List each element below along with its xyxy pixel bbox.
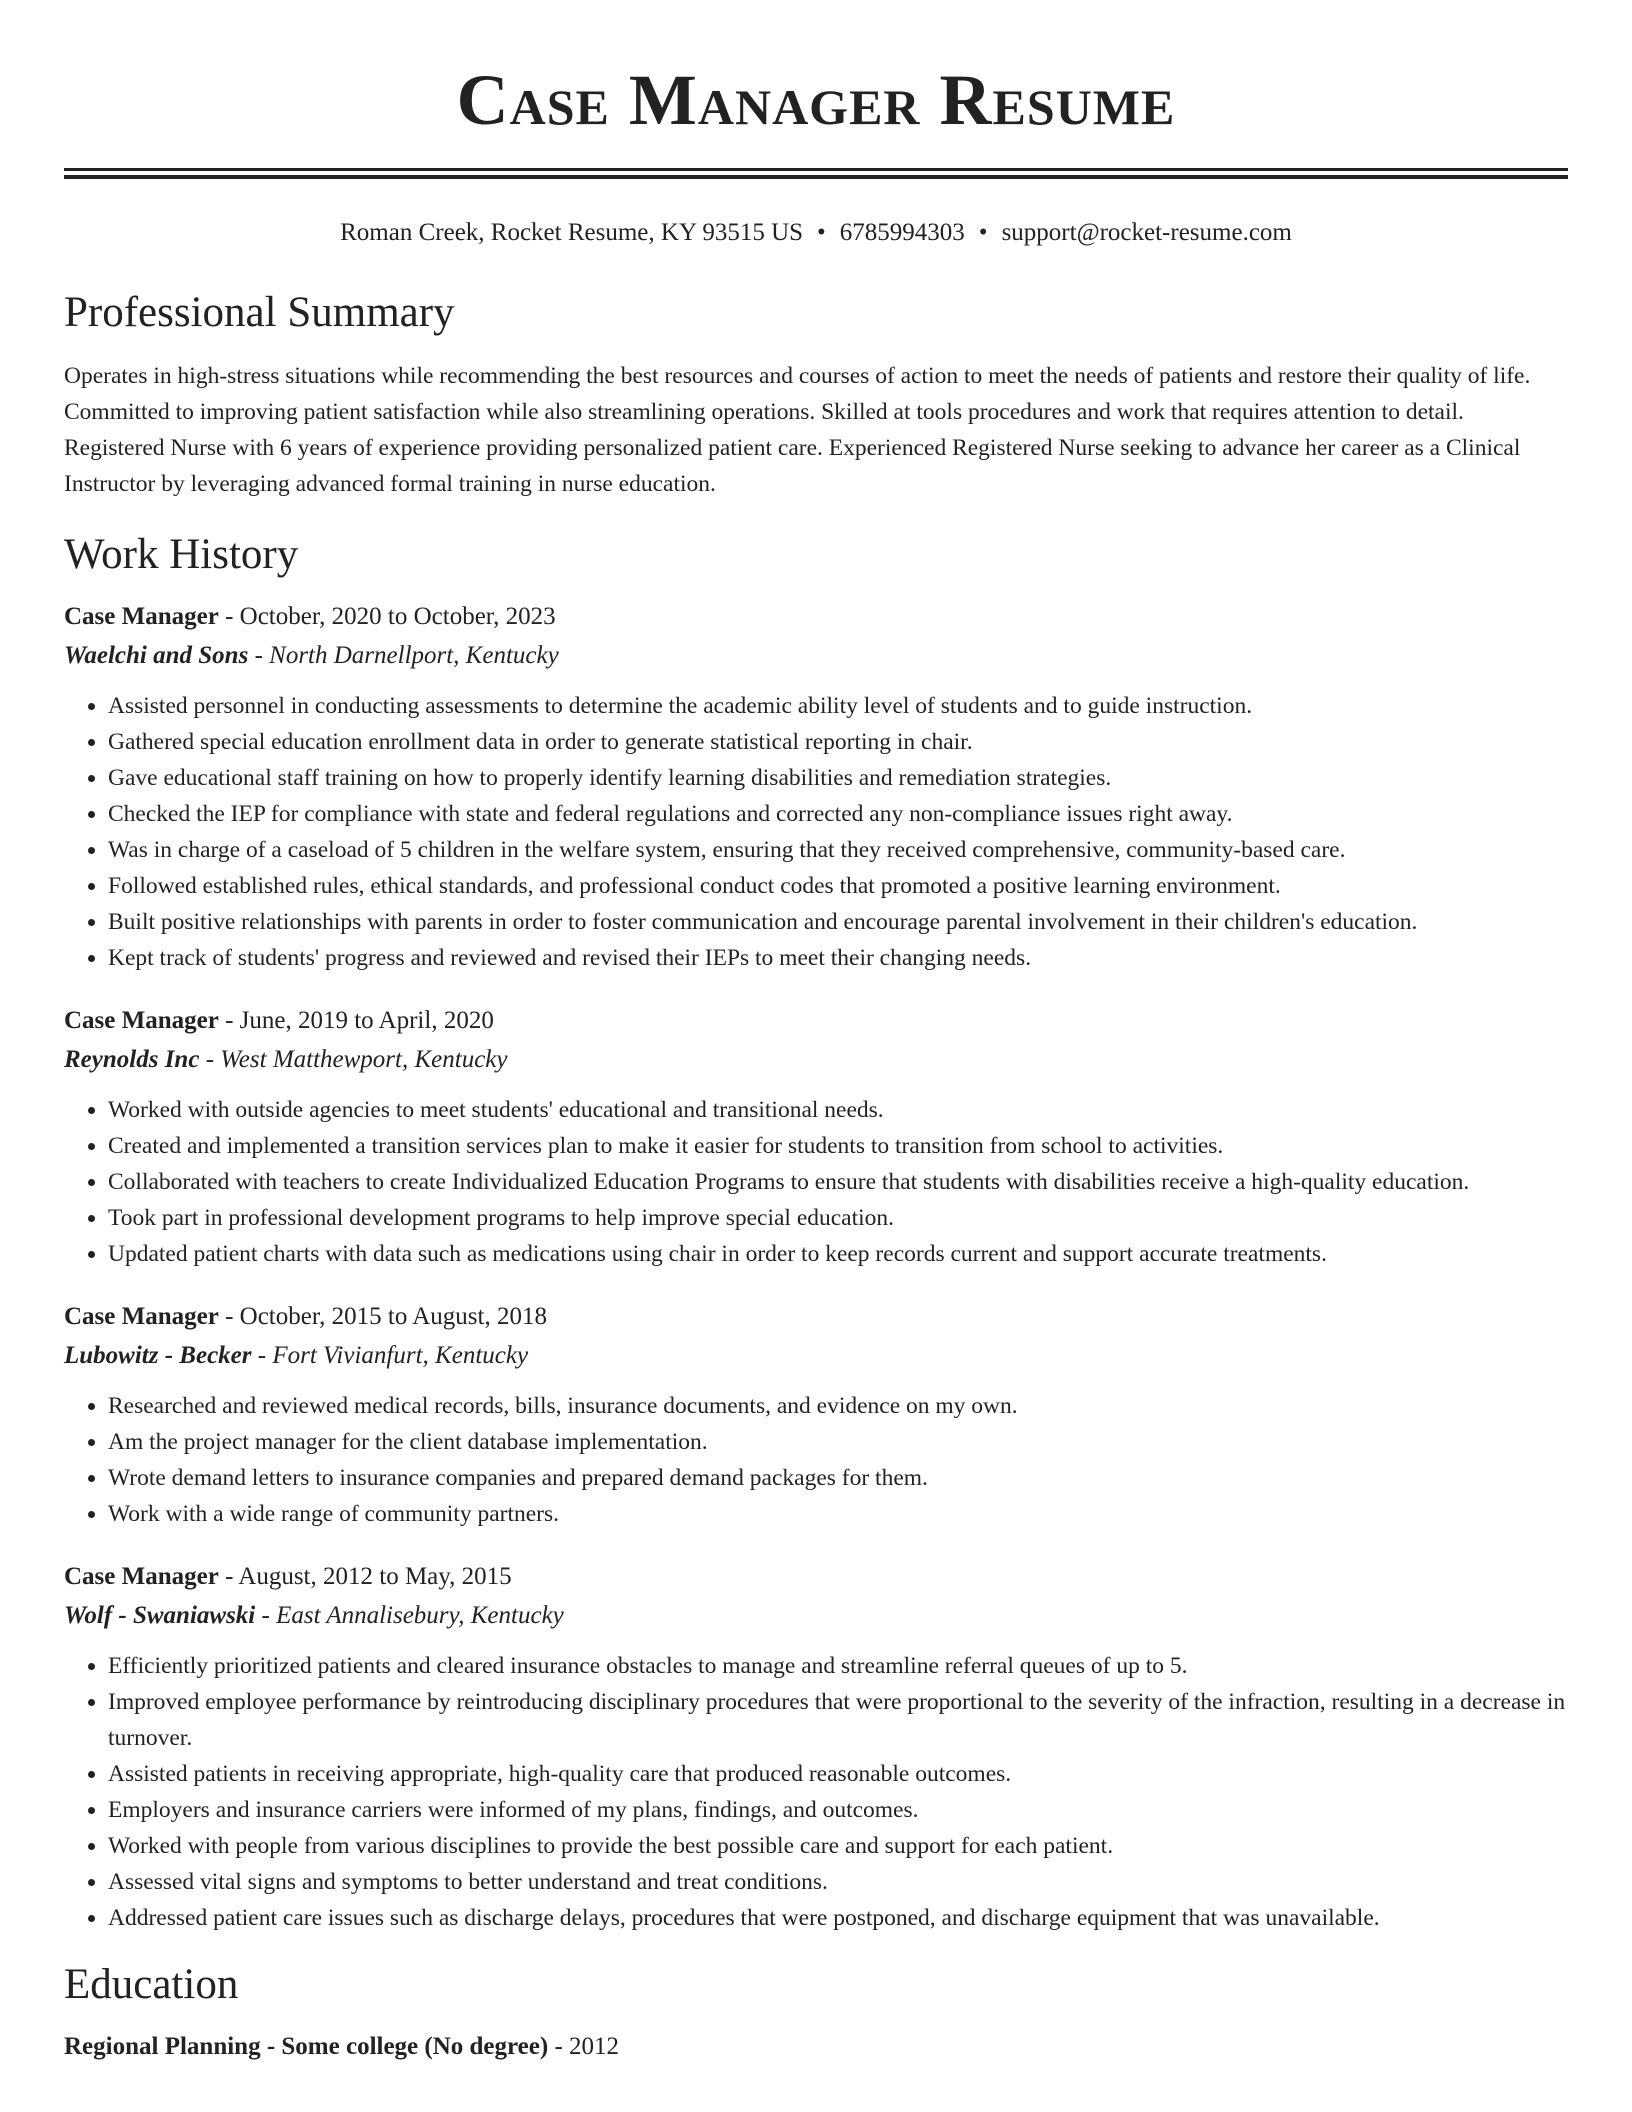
job-company: Waelchi and Sons — [64, 642, 249, 669]
summary-heading: Professional Summary — [64, 289, 455, 336]
contact-address: Roman Creek, Rocket Resume, KY 93515 US — [340, 219, 804, 246]
contact-email: support@rocket-resume.com — [1001, 219, 1292, 246]
job-dates: - October, 2015 to August, 2018 — [218, 1303, 547, 1330]
job-bullet: • Created and implemented a transition services plan to make it easier for students to transition from school to activities. — [108, 1128, 1568, 1164]
job-bullet: • Wrote demand letters to insurance companies and prepared demand packages for them. — [108, 1460, 1568, 1496]
summary-text: Operates in high-stress situations while recommending the best resources and courses of action to meet the needs of patients and restore their quality of life. Committed to improving patient satisfaction while also streamlining operations. Skilled at tools procedures and work that requires attention to detail. Registered Nurse with 6 years of experience providing personalized patient care. Experienced Registered Nurse seeking to advance her career as a Clinical Instructor by leveraging advanced formal training in nurse education. — [64, 363, 1531, 497]
job-bullet: • Kept track of students' progress and reviewed and revised their IEPs to meet their changing needs. — [108, 940, 1568, 976]
job-dates: - October, 2020 to October, 2023 — [218, 603, 556, 630]
job-entry — [64, 598, 1568, 976]
job-company: Lubowitz - Becker — [64, 1342, 252, 1369]
job-bullet: • Addressed patient care issues such as discharge delays, procedures that were postponed, and discharge equipment that was unavailable. — [108, 1900, 1568, 1936]
job-bullet: • Worked with outside agencies to meet students' educational and transitional needs. — [108, 1092, 1568, 1128]
job-bullets — [64, 688, 1568, 976]
job-location: - North Darnellport, Kentucky — [248, 642, 559, 669]
job-bullet: • Improved employee performance by reintroducing disciplinary procedures that were proportional to the severity of the infraction, resulting in a decrease in turnover. — [108, 1684, 1568, 1756]
title-divider — [64, 168, 1568, 171]
job-role: Case Manager — [64, 1303, 219, 1330]
job-bullet: • Assisted patients in receiving appropriate, high-quality care that produced reasonable outcomes. — [108, 1756, 1568, 1792]
job-location: - Fort Vivianfurt, Kentucky — [251, 1342, 529, 1369]
education-year: - 2012 — [548, 2033, 620, 2060]
job-bullet: • Work with a wide range of community partners. — [108, 1496, 1568, 1532]
job-company-line — [64, 1040, 1568, 1080]
job-bullet: • Assessed vital signs and symptoms to better understand and treat conditions. — [108, 1864, 1568, 1900]
job-company: Reynolds Inc — [64, 1046, 200, 1073]
job-title-line — [64, 1298, 1568, 1336]
job-title-line — [64, 598, 1568, 636]
contact-separator: • — [978, 219, 988, 246]
job-bullet: • Efficiently prioritized patients and cleared insurance obstacles to manage and streamline referral queues of up to 5. — [108, 1648, 1568, 1684]
job-location: - West Matthewport, Kentucky — [199, 1046, 508, 1073]
education-entry — [64, 2028, 1568, 2066]
job-title-line — [64, 1558, 1568, 1596]
job-bullet: • Followed established rules, ethical standards, and professional conduct codes that promoted a positive learning environment. — [108, 868, 1568, 904]
job-company: Wolf - Swaniawski — [64, 1602, 256, 1629]
job-company-line — [64, 636, 1568, 676]
job-bullet: • Built positive relationships with parents in order to foster communication and encourage parental involvement in their children's education. — [108, 904, 1568, 940]
job-role: Case Manager — [64, 1563, 219, 1590]
job-title-line — [64, 1002, 1568, 1040]
job-company-line — [64, 1336, 1568, 1376]
job-entry — [64, 1298, 1568, 1532]
work-history-list — [64, 598, 1568, 1936]
education-degree: Regional Planning - Some college (No degree) — [64, 2033, 549, 2060]
job-role: Case Manager — [64, 603, 219, 630]
job-entry — [64, 1002, 1568, 1272]
job-bullet: • Collaborated with teachers to create Individualized Education Programs to ensure that students with disabilities receive a high-quality education. — [108, 1164, 1568, 1200]
contact-phone: 6785994303 — [839, 219, 965, 246]
job-bullets — [64, 1648, 1568, 1936]
job-dates: - June, 2019 to April, 2020 — [218, 1007, 494, 1034]
job-location: - East Annalisebury, Kentucky — [255, 1602, 564, 1629]
contact-line — [64, 218, 1568, 248]
job-bullet: • Took part in professional development programs to help improve special education. — [108, 1200, 1568, 1236]
job-bullet: • Gave educational staff training on how to properly identify learning disabilities and remediation strategies. — [108, 760, 1568, 796]
job-company-line — [64, 1596, 1568, 1636]
job-role: Case Manager — [64, 1007, 219, 1034]
job-bullet: • Checked the IEP for compliance with state and federal regulations and corrected any non-compliance issues right away. — [108, 796, 1568, 832]
job-bullets — [64, 1388, 1568, 1532]
resume-title: Case Manager Resume — [456, 60, 1176, 140]
job-entry — [64, 1558, 1568, 1936]
job-bullet: • Gathered special education enrollment data in order to generate statistical reporting in chair. — [108, 724, 1568, 760]
job-bullet: • Employers and insurance carriers were informed of my plans, findings, and outcomes. — [108, 1792, 1568, 1828]
job-bullet: • Updated patient charts with data such as medications using chair in order to keep records current and support accurate treatments. — [108, 1236, 1568, 1272]
contact-separator: • — [817, 219, 826, 246]
job-bullet: • Worked with people from various disciplines to provide the best possible care and support for each patient. — [108, 1828, 1568, 1864]
job-bullet: • Am the project manager for the client database implementation. — [108, 1424, 1568, 1460]
job-bullet: • Was in charge of a caseload of 5 children in the welfare system, ensuring that they received comprehensive, community-based care. — [108, 832, 1568, 868]
job-bullet: • Researched and reviewed medical records, bills, insurance documents, and evidence on my own. — [108, 1388, 1568, 1424]
job-dates: - August, 2012 to May, 2015 — [218, 1563, 512, 1590]
work-history-heading: Work History — [64, 531, 299, 578]
job-bullet: • Assisted personnel in conducting assessments to determine the academic ability level of students and to guide instruction. — [108, 688, 1568, 724]
education-heading: Education — [64, 1961, 239, 2008]
job-bullets — [64, 1092, 1568, 1272]
